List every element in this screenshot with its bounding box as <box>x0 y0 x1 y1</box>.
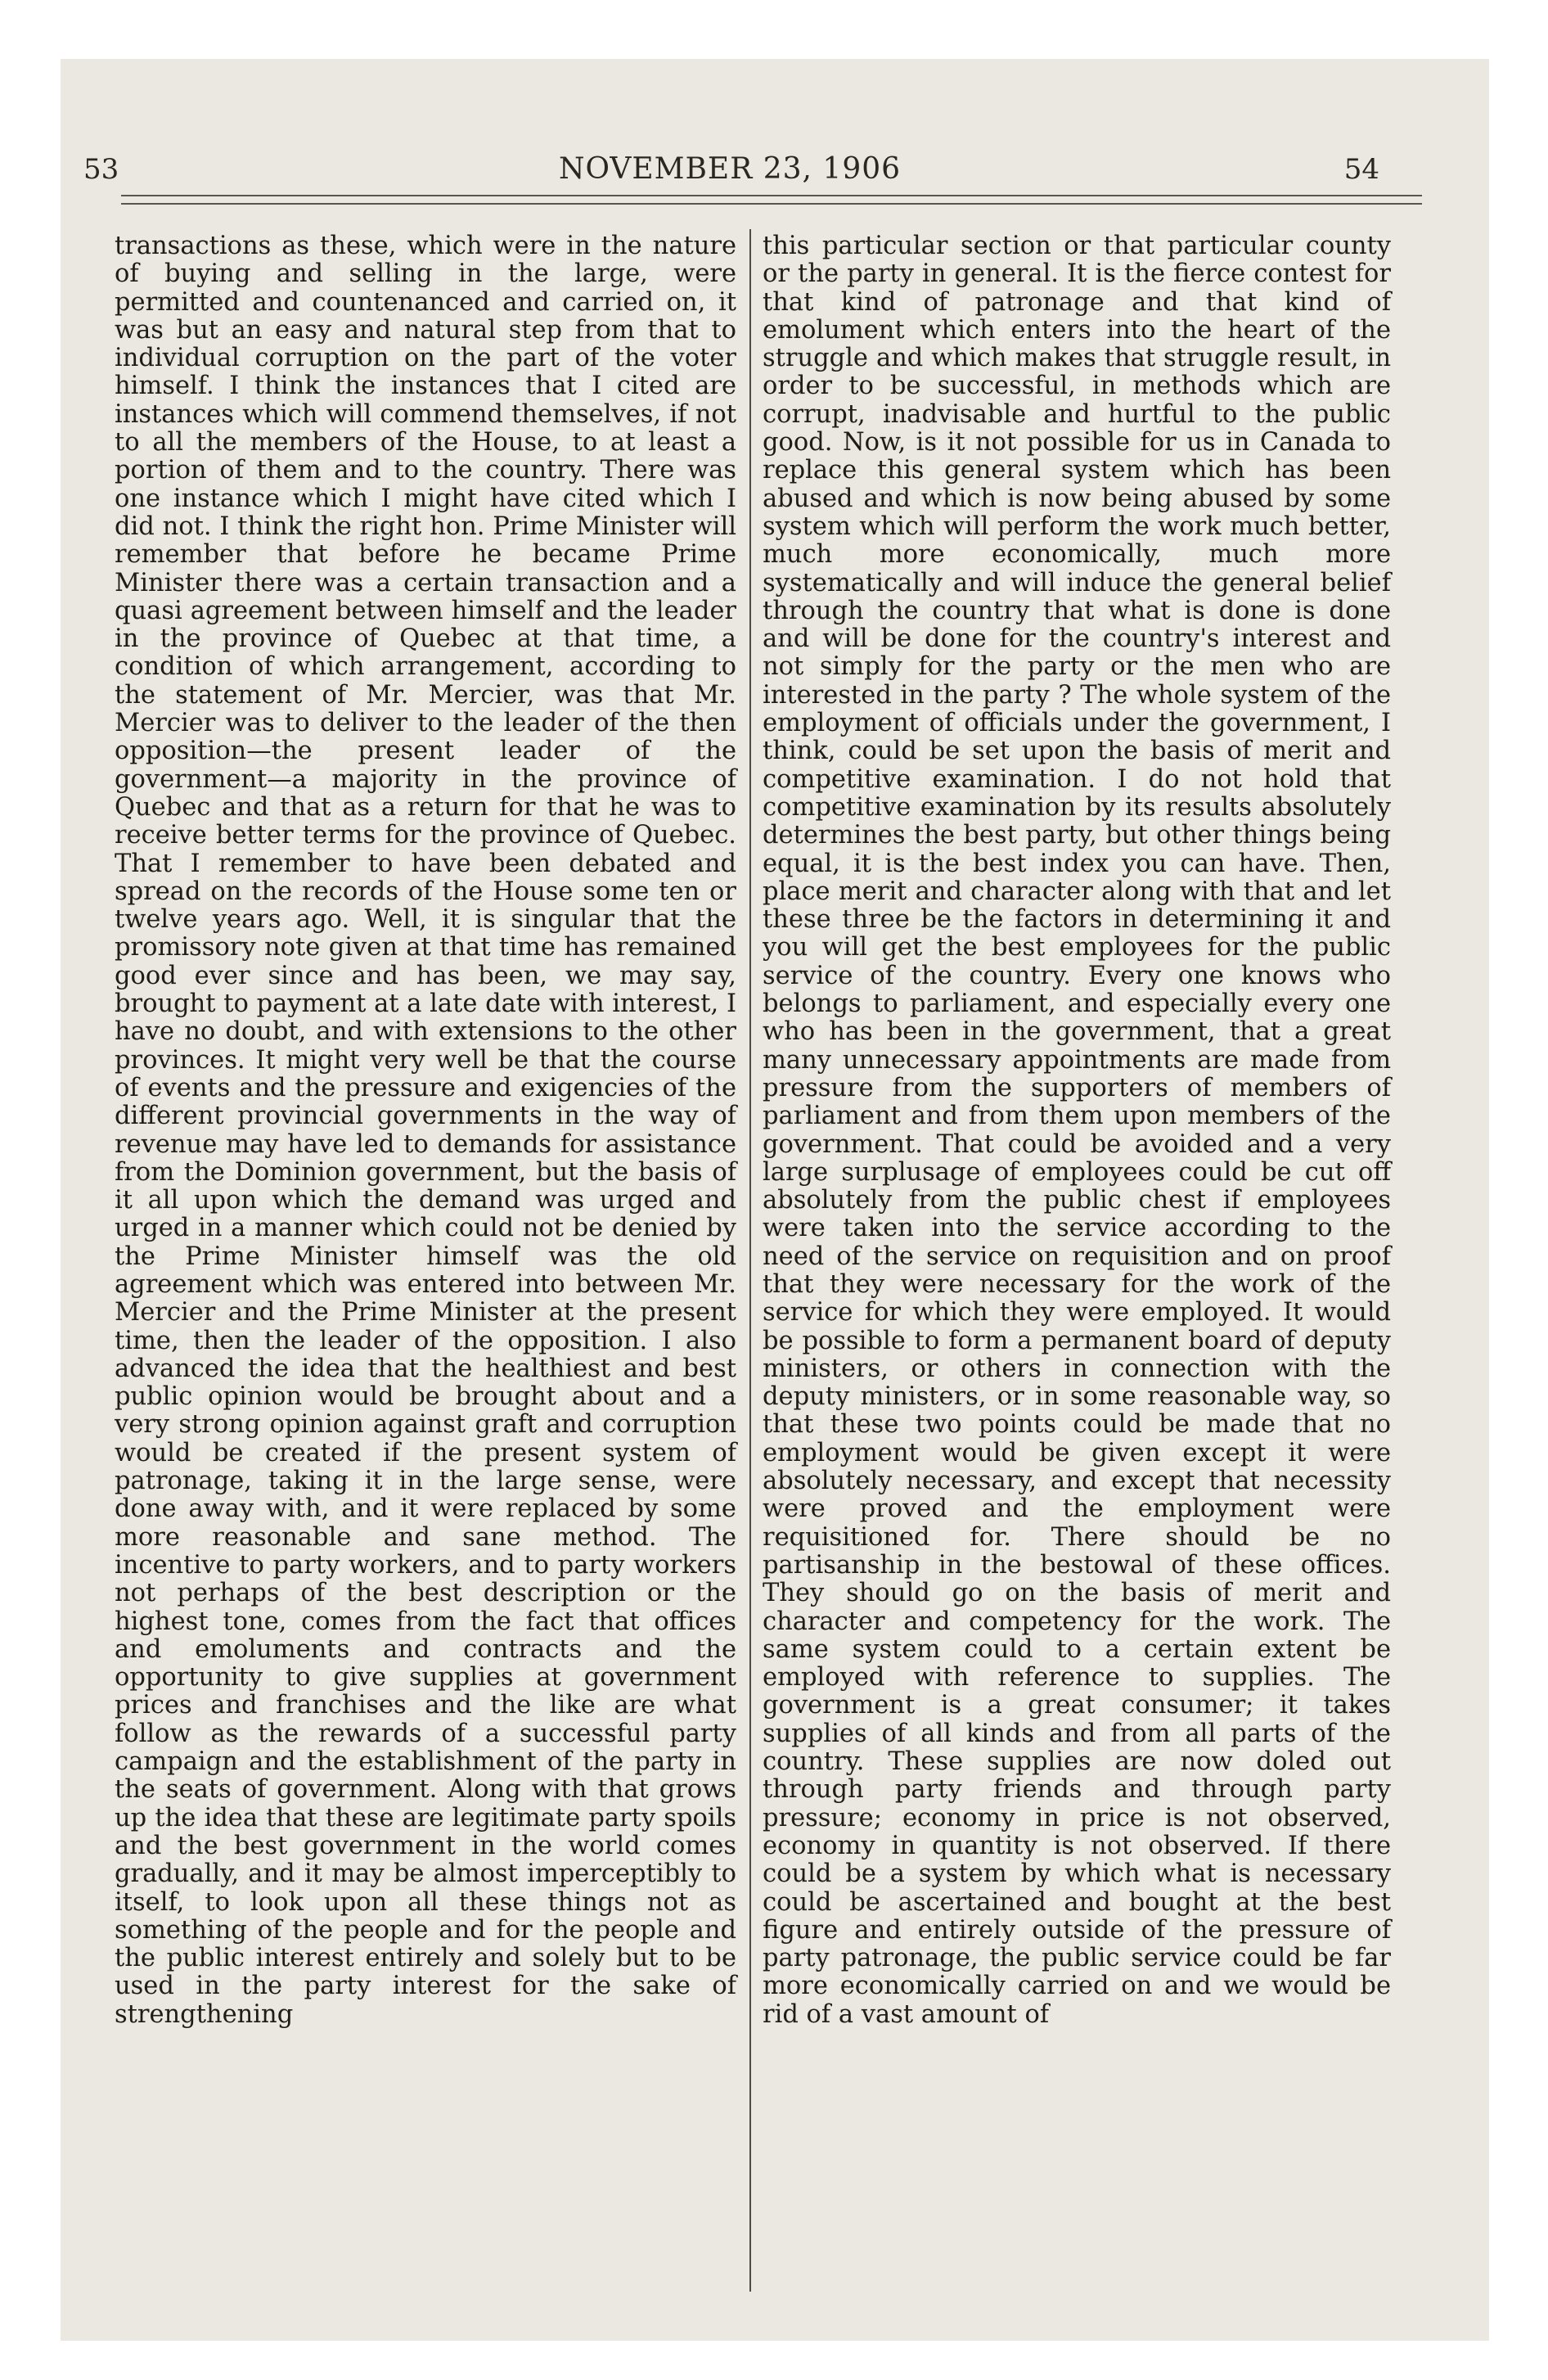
column-left-text: transactions as these, which were in the nature of buying and selling in the large, were permitted and countenanced and carried on, it was but an easy and natural step from that to individual corruption on the part of the voter himself. I think the instances that I cited are instances which will commend themselves, if not to all the members of the House, to at least a portion of them and to the country. There was one instance which I might have cited which I did not. I think the right hon. Prime Minister will remember that before he became Prime Minister there was a certain transaction and a quasi agreement between himself and the leader in the province of Quebec at that time, a condition of which arrangement, according to the statement of Mr. Mercier, was that Mr. Mercier was to deliver to the leader of the then opposition—the present leader of the government—a majority in the province of Quebec and that as a return for that he was to receive better terms for the province of Quebec. That I remember to have been debated and spread on the records of the House some ten or twelve years ago. Well, it is singular that the promissory note given at that time has remained good ever since and has been, we may say, brought to payment at a late date with interest, I have no doubt, and with extensions to the other provinces. It might very well be that the course of events and the pressure and exigencies of the different provincial governments in the way of revenue may have led to demands for assistance from the Dominion government, but the basis of it all upon which the demand was urged and urged in a manner which could not be denied by the Prime Minister himself was the old agreement which was entered into between Mr. Mercier and the Prime Minister at the present time, then the leader of the opposition. I also advanced the idea that the healthiest and best public opinion would be brought about and a very strong opinion against graft and corruption would be created if the present system of patronage, taking it in the large sense, were done away with, and it were replaced by some more reasonable and sane method. The incentive to party workers, and to party workers not perhaps of the best description or the highest tone, comes from the fact that offices and emoluments and contracts and the opportunity to give supplies at government prices and franchises and the like are what follow as the rewards of a successful party campaign and the establishment of the party in the seats of government. Along with that grows up the idea that these are legitimate party spoils and the best government in the world comes gradually, and it may be almost imperceptibly to itself, to look upon all these things not as something of the people and for the people and the public interest entirely and solely but to be used in the party interest for the sake of strengthening <box>115 232 736 2029</box>
page-number-right: 54 <box>1343 153 1379 186</box>
header-rule-bottom <box>121 203 1422 205</box>
header-rule-top <box>121 195 1422 196</box>
running-head-date: NOVEMBER 23, 1906 <box>558 152 902 186</box>
text-column-right <box>763 232 1391 2029</box>
text-column-left <box>115 232 736 2029</box>
page-header <box>61 137 1489 202</box>
page-number-left: 53 <box>83 153 119 186</box>
column-right-text: this particular section or that particular county or the party in general. It is the fierce contest for that kind of patronage and that kind of emolument which enters into the heart of the struggle and which makes that struggle result, in order to be successful, in methods which are corrupt, inadvisable and hurtful to the public good. Now, is it not possible for us in Canada to replace this general system which has been abused and which is now being abused by some system which will perform the work much better, much more economically, much more systematically and will induce the general belief through the country that what is done is done and will be done for the country's interest and not simply for the party or the men who are interested in the party ? The whole system of the employment of officials under the government, I think, could be set upon the basis of merit and competitive examination. I do not hold that competitive examination by its results absolutely determines the best party, but other things being equal, it is the best index you can have. Then, place merit and character along with that and let these three be the factors in determining it and you will get the best employees for the public service of the country. Every one knows who belongs to parliament, and especially every one who has been in the government, that a great many unnecessary appointments are made from pressure from the supporters of members of parliament and from them upon members of the government. That could be avoided and a very large surplusage of employees could be cut off absolutely from the public chest if employees were taken into the service according to the need of the service on requisition and on proof that they were necessary for the work of the service for which they were employed. It would be possible to form a permanent board of deputy ministers, or others in connection with the deputy ministers, or in some reasonable way, so that these two points could be made that no employment would be given except it were absolutely necessary, and except that necessity were proved and the employment were requisitioned for. There should be no partisanship in the bestowal of these offices. They should go on the basis of merit and character and competency for the work. The same system could to a certain extent be employed with reference to supplies. The government is a great consumer; it takes supplies of all kinds and from all parts of the country. These supplies are now doled out through party friends and through party pressure; economy in price is not observed, economy in quantity is not observed. If there could be a system by which what is necessary could be ascertained and bought at the best figure and entirely outside of the pressure of party patronage, the public service could be far more economically carried on and we would be rid of a vast amount of <box>763 232 1391 2029</box>
scanned-page <box>61 59 1489 2341</box>
column-divider <box>749 229 751 2292</box>
